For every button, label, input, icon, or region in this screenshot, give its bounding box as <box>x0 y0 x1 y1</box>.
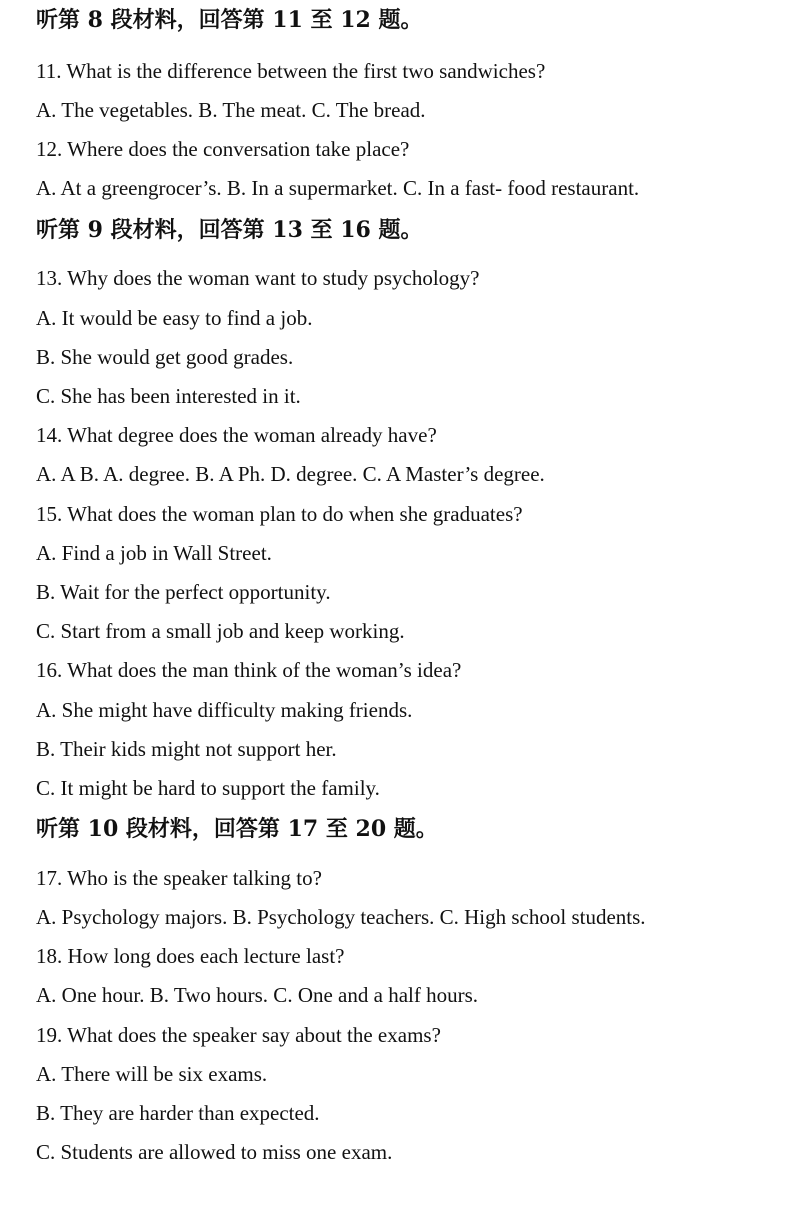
question-text: 14. What degree does the woman already have? <box>36 423 437 447</box>
answer-options: A. Psychology majors. B. Psychology teachers. C. High school students. <box>36 905 646 929</box>
question-text: 19. What does the speaker say about the exams? <box>36 1023 441 1047</box>
question-text: 16. What does the man think of the woman’s idea? <box>36 658 462 682</box>
answer-option: A. She might have difficulty making friends. <box>36 698 413 722</box>
question-text: 12. Where does the conversation take place? <box>36 137 410 161</box>
answer-option: B. She would get good grades. <box>36 345 294 369</box>
answer-option: C. It might be hard to support the family. <box>36 776 380 800</box>
answer-option: B. Wait for the perfect opportunity. <box>36 580 331 604</box>
answer-options: A. One hour. B. Two hours. C. One and a half hours. <box>36 983 479 1007</box>
question-text: 11. What is the difference between the first two sandwiches? <box>36 59 546 83</box>
question-text: 17. Who is the speaker talking to? <box>36 866 322 890</box>
answer-option: B. They are harder than expected. <box>36 1101 320 1125</box>
section-heading: 听第 8 段材料，回答第 11 至 12 题。 <box>36 7 423 33</box>
answer-option: C. She has been interested in it. <box>36 384 301 408</box>
answer-option: A. Find a job in Wall Street. <box>36 541 272 565</box>
answer-options: A. The vegetables. B. The meat. C. The bread. <box>36 98 426 122</box>
answer-option: A. It would be easy to find a job. <box>36 306 313 330</box>
section-heading: 听第 9 段材料，回答第 13 至 16 题。 <box>36 217 423 243</box>
section-heading: 听第 10 段材料，回答第 17 至 20 题。 <box>36 816 438 842</box>
question-text: 13. Why does the woman want to study psychology? <box>36 266 480 290</box>
answer-option: A. There will be six exams. <box>36 1062 268 1086</box>
question-text: 15. What does the woman plan to do when she graduates? <box>36 502 523 526</box>
answer-options: A. A B. A. degree. B. A Ph. D. degree. C. A Master’s degree. <box>36 462 545 486</box>
answer-option: C. Students are allowed to miss one exam. <box>36 1140 393 1164</box>
answer-option: C. Start from a small job and keep working. <box>36 619 405 643</box>
answer-option: B. Their kids might not support her. <box>36 737 337 761</box>
answer-options: A. At a greengrocer’s. B. In a supermarket. C. In a fast- food restaurant. <box>36 176 640 200</box>
question-text: 18. How long does each lecture last? <box>36 944 345 968</box>
